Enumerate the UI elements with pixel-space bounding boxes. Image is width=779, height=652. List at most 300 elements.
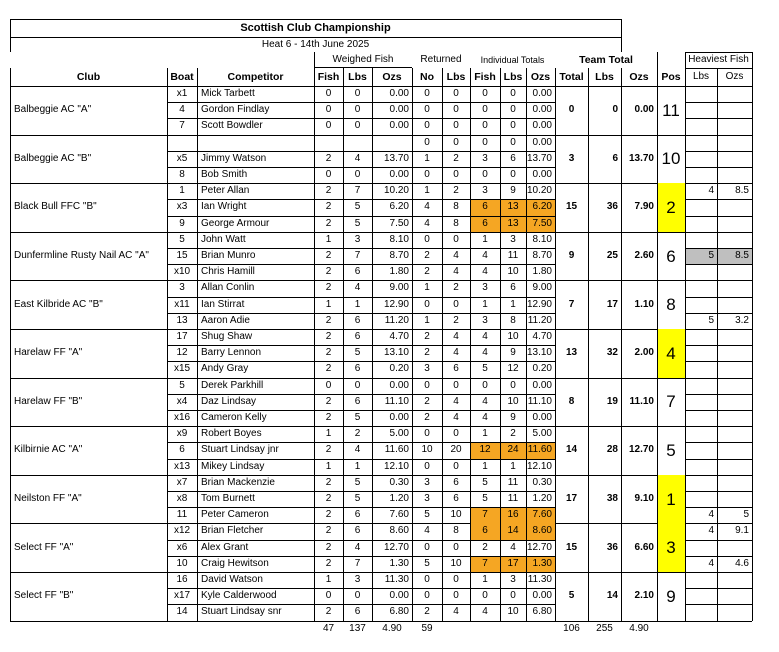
weighed-ozs-cell: 12.70 <box>383 541 409 553</box>
weighed-ozs-cell: 12.10 <box>383 460 409 472</box>
heaviest-ozs-cell: 9.1 <box>735 525 749 537</box>
individual-lbs-cell: 0 <box>510 88 516 100</box>
weighed-lbs-cell: 5 <box>354 347 361 359</box>
team-ozs-header: Ozs <box>629 70 649 83</box>
weighed-fish-cell: 0 <box>325 379 332 391</box>
individual-ozs-cell: 0.20 <box>532 363 552 375</box>
weighed-ozs-cell <box>372 135 412 151</box>
individual-ozs-cell: 0.00 <box>532 412 552 424</box>
heaviest-lbs-cell <box>685 151 717 167</box>
returned-lbs-cell: 8 <box>453 217 459 229</box>
team-ozs-cell: 12.70 <box>628 444 654 456</box>
competitor-cell: Chris Hamill <box>201 266 255 278</box>
heaviest-lbs-cell <box>685 588 717 604</box>
heaviest-ozs-cell <box>717 604 752 620</box>
weighed-lbs-cell: 4 <box>354 541 361 553</box>
grid-line <box>717 68 718 621</box>
individual-ozs-cell: 5.00 <box>532 428 552 440</box>
weighed-lbs-cell: 6 <box>354 525 361 537</box>
weighed-fish-cell: 0 <box>325 88 332 100</box>
individual-fish-cell: 0 <box>482 104 488 116</box>
heaviest-ozs-cell <box>717 232 752 248</box>
heaviest-lbs-cell: 4 <box>708 557 714 569</box>
heaviest-lbs-cell <box>685 426 717 442</box>
weighed-ozs-cell: 5.00 <box>389 428 409 440</box>
team-total-header: Total <box>559 70 584 83</box>
returned-lbs-cell: 2 <box>453 282 459 294</box>
weighed-ozs-cell: 0.00 <box>389 104 409 116</box>
club-name: Harelaw FF "A" <box>14 347 83 359</box>
competitor-cell: Craig Hewitson <box>201 557 269 569</box>
returned-lbs-cell: 0 <box>453 169 459 181</box>
returned-lbs-header: Lbs <box>446 70 466 83</box>
weighed-ozs-cell: 6.20 <box>389 201 409 213</box>
individual-lbs-cell: 1 <box>510 298 516 310</box>
individual-lbs-header: Lbs <box>503 70 523 83</box>
heaviest-ozs-cell: 4.6 <box>735 557 749 569</box>
grid-line <box>167 459 555 460</box>
boat-cell: 13 <box>176 314 188 326</box>
competitor-cell: Brian Munro <box>201 250 256 262</box>
total-t-total-cell: 106 <box>563 622 580 634</box>
competitor-cell: Ian Wright <box>201 201 247 213</box>
position-cell: 2 <box>657 183 685 232</box>
boat-cell: 4 <box>179 104 185 116</box>
boat-cell: 15 <box>176 250 188 262</box>
returned-lbs-cell: 0 <box>453 428 459 440</box>
heaviest-lbs-cell <box>685 280 717 296</box>
returned-no-cell: 1 <box>424 314 430 326</box>
club-name: Select FF "B" <box>14 590 74 602</box>
individual-ozs-header: Ozs <box>530 70 551 83</box>
boat-cell: x7 <box>176 476 188 488</box>
individual-fish-cell: 12 <box>470 442 500 458</box>
grid-line <box>685 604 752 605</box>
team-total-cell: 13 <box>565 347 578 359</box>
grid-line <box>588 68 589 621</box>
individual-fish-cell: 0 <box>482 136 488 148</box>
grid-line <box>167 345 555 346</box>
competitor-cell: Gordon Findlay <box>201 104 270 116</box>
boat-cell: x13 <box>173 460 191 472</box>
individual-lbs-cell: 6 <box>510 282 516 294</box>
individual-ozs-cell: 1.20 <box>532 493 552 505</box>
weighed-fish-cell: 2 <box>325 557 332 569</box>
grid-line <box>685 52 752 53</box>
individual-lbs-cell: 10 <box>507 606 519 618</box>
individual-lbs-cell: 0 <box>510 169 516 181</box>
weighed-ozs-cell: 7.60 <box>389 509 409 521</box>
weighed-lbs-cell: 0 <box>354 379 361 391</box>
weighed-lbs-cell: 5 <box>354 476 361 488</box>
heaviest-lbs-cell <box>685 361 717 377</box>
team-lbs-cell: 25 <box>606 250 618 262</box>
boat-cell: x6 <box>176 541 188 553</box>
returned-no-cell: 2 <box>424 266 430 278</box>
weighed-lbs-cell: 7 <box>354 250 361 262</box>
individual-fish-cell: 4 <box>482 347 488 359</box>
individual-lbs-cell: 8 <box>510 314 516 326</box>
returned-lbs-cell: 6 <box>453 493 459 505</box>
weighed-fish-cell: 2 <box>325 347 332 359</box>
individual-lbs-cell: 10 <box>507 395 519 407</box>
weighed-lbs-cell: 1 <box>354 460 361 472</box>
boat-cell: x15 <box>173 363 191 375</box>
heaviest-ozs-cell <box>717 475 752 491</box>
returned-no-cell: 3 <box>424 363 430 375</box>
weighed-fish-cell: 1 <box>325 574 332 586</box>
individual-ozs-cell: 0.00 <box>532 104 552 116</box>
team-lbs-cell: 0 <box>612 104 618 116</box>
individual-lbs-cell: 0 <box>510 120 516 132</box>
individual-fish-cell: 4 <box>482 331 488 343</box>
grid-line <box>167 102 555 103</box>
grid-line <box>167 297 555 298</box>
individual-ozs-cell: 8.10 <box>532 233 552 245</box>
competitor-cell: Scott Bowdler <box>201 120 263 132</box>
heaviest-lbs-cell <box>685 572 717 588</box>
individual-ozs-cell: 9.00 <box>532 282 552 294</box>
grid-line <box>685 410 752 411</box>
team-total-cell: 3 <box>568 152 575 164</box>
individual-lbs-cell: 12 <box>507 363 519 375</box>
weighed-fish-cell: 2 <box>325 363 332 375</box>
weighed-ozs-cell: 0.00 <box>389 120 409 132</box>
position-cell: 6 <box>666 246 676 266</box>
individual-ozs-cell: 0.30 <box>532 476 552 488</box>
individual-lbs-cell: 0 <box>510 590 516 602</box>
weighed-fish-cell: 0 <box>325 104 332 116</box>
heaviest-lbs-cell <box>685 475 717 491</box>
weighed-ozs-cell: 9.00 <box>389 282 409 294</box>
heaviest-ozs-cell <box>717 280 752 296</box>
club-name: East Kilbride AC "B" <box>14 298 103 310</box>
weighed-ozs-cell: 0.00 <box>389 412 409 424</box>
competitor-cell: Barry Lennon <box>201 347 262 359</box>
weighed-lbs-cell: 0 <box>354 88 361 100</box>
weighed-lbs-cell: 6 <box>354 395 361 407</box>
grid-line <box>685 394 752 395</box>
returned-lbs-cell: 2 <box>453 152 459 164</box>
individual-ozs-cell: 12.10 <box>526 460 552 472</box>
heaviest-ozs-cell: 5 <box>743 509 749 521</box>
returned-no-cell: 2 <box>424 250 430 262</box>
individual-lbs-cell: 3 <box>510 233 516 245</box>
individual-ozs-cell: 7.50 <box>526 216 555 232</box>
individual-ozs-cell: 13.10 <box>526 347 552 359</box>
weighed-lbs-cell: 7 <box>354 557 361 569</box>
grid-line <box>10 37 621 38</box>
competitor-cell: Kyle Calderwood <box>201 590 277 602</box>
individual-ozs-cell: 0.00 <box>532 379 552 391</box>
grid-line <box>685 151 752 152</box>
individual-lbs-cell: 16 <box>500 507 526 523</box>
individual-fish-cell: 3 <box>482 282 488 294</box>
grid-line <box>167 540 555 541</box>
position-cell: 9 <box>666 586 676 606</box>
weighed-ozs-cell: 11.10 <box>384 395 409 407</box>
grid-line <box>167 394 555 395</box>
weighed-lbs-cell: 6 <box>354 266 361 278</box>
weighed-lbs-cell: 4 <box>354 282 361 294</box>
sheet-subtitle: Heat 6 - 14th June 2025 <box>261 38 370 50</box>
grid-line <box>10 19 11 52</box>
weighed-lbs-cell: 3 <box>354 233 361 245</box>
individual-fish-cell: 1 <box>482 460 488 472</box>
weighed-fish-cell: 1 <box>325 428 332 440</box>
position-cell: 7 <box>666 392 676 412</box>
boat-cell: 11 <box>176 509 188 521</box>
weighed-fish-cell: 2 <box>325 201 332 213</box>
competitor-cell: Stuart Lindsay snr <box>201 606 282 618</box>
boat-header: Boat <box>170 70 194 83</box>
returned-no-cell: 0 <box>424 88 430 100</box>
individual-lbs-cell: 11 <box>507 250 519 262</box>
weighed-ozs-cell: 1.20 <box>389 493 409 505</box>
boat-cell: x1 <box>176 88 188 100</box>
returned-no-cell: 5 <box>424 557 430 569</box>
grid-line <box>10 86 685 87</box>
individual-ozs-cell: 11.30 <box>527 574 552 586</box>
heaviest-ozs-cell <box>717 264 752 280</box>
team-total-cell: 14 <box>565 444 578 456</box>
returned-lbs-cell: 0 <box>453 104 459 116</box>
heaviest-ozs-cell <box>717 572 752 588</box>
grid-line <box>167 361 555 362</box>
grid-line <box>10 68 11 621</box>
heaviest-lbs-cell <box>685 232 717 248</box>
competitor-cell: Bob Smith <box>201 169 248 181</box>
competitor-cell: Alex Grant <box>201 541 249 553</box>
weighed-lbs-cell: 0 <box>354 590 361 602</box>
heaviest-lbs-cell <box>685 86 717 102</box>
individual-ozs-cell: 11.60 <box>526 442 555 458</box>
group-team-header: Team Total <box>579 53 633 66</box>
team-lbs-cell: 36 <box>606 541 618 553</box>
individual-ozs-cell: 11.20 <box>527 314 552 326</box>
individual-ozs-cell: 11.10 <box>527 395 552 407</box>
boat-cell: 1 <box>179 185 185 197</box>
individual-fish-cell: 6 <box>470 199 500 215</box>
boat-cell: x3 <box>176 201 188 213</box>
club-name: Balbeggie AC "A" <box>14 104 92 116</box>
grid-line <box>167 167 555 168</box>
club-name: Neilston FF "A" <box>14 493 82 505</box>
returned-lbs-cell: 0 <box>453 298 459 310</box>
returned-no-cell: 0 <box>424 233 430 245</box>
position-cell: 10 <box>661 149 681 169</box>
heaviest-ozs-cell <box>717 378 752 394</box>
individual-fish-cell: 0 <box>482 590 488 602</box>
weighed-ozs-cell: 12.90 <box>383 298 409 310</box>
heaviest-lbs-cell: 5 <box>685 248 717 264</box>
individual-ozs-cell: 1.30 <box>526 556 555 572</box>
individual-ozs-cell: 1.80 <box>532 266 552 278</box>
total-r-no-cell: 59 <box>421 622 433 634</box>
team-total-cell: 17 <box>565 493 578 505</box>
heaviest-ozs-cell <box>717 540 752 556</box>
returned-no-cell: 0 <box>424 379 430 391</box>
grid-line <box>500 68 501 621</box>
weighed-fish-cell: 2 <box>325 476 332 488</box>
individual-lbs-cell: 17 <box>500 556 526 572</box>
competitor-cell: Mikey Lindsay <box>201 460 265 472</box>
weighed-ozs-cell: 0.00 <box>389 88 409 100</box>
heaviest-ozs-cell <box>717 118 752 134</box>
individual-fish-cell: 1 <box>482 298 488 310</box>
position-header: Pos <box>661 70 681 83</box>
team-ozs-cell: 6.60 <box>634 541 654 553</box>
grid-line <box>685 507 752 508</box>
team-total-cell: 15 <box>565 201 578 213</box>
club-header: Club <box>76 70 101 83</box>
heaviest-lbs-cell: 4 <box>708 525 714 537</box>
weighed-lbs-cell: 0 <box>354 120 361 132</box>
competitor-header: Competitor <box>227 70 284 83</box>
returned-lbs-cell: 0 <box>453 460 459 472</box>
boat-cell: 5 <box>179 233 185 245</box>
weighed-ozs-cell: 6.80 <box>389 606 409 618</box>
grid-line <box>167 199 555 200</box>
individual-fish-cell: 7 <box>470 507 500 523</box>
individual-fish-cell: 6 <box>470 523 500 539</box>
individual-ozs-cell: 12.90 <box>526 298 552 310</box>
weighed-fish-cell: 0 <box>325 120 332 132</box>
team-lbs-cell: 6 <box>612 152 618 164</box>
returned-lbs-cell: 4 <box>453 347 459 359</box>
returned-lbs-cell: 0 <box>453 88 459 100</box>
individual-fish-cell: 5 <box>482 476 488 488</box>
competitor-cell: Mick Tarbett <box>201 88 255 100</box>
heaviest-lbs-header: Lbs <box>692 71 710 82</box>
individual-fish-cell: 0 <box>482 120 488 132</box>
weighed-fish-cell: 2 <box>325 493 332 505</box>
heaviest-lbs-cell <box>685 442 717 458</box>
competitor-cell: Brian Fletcher <box>201 525 264 537</box>
returned-no-cell: 0 <box>424 460 430 472</box>
returned-no-cell: 0 <box>424 169 430 181</box>
competitor-cell: David Watson <box>201 574 263 586</box>
individual-fish-cell: 1 <box>482 428 488 440</box>
grid-line <box>167 507 555 508</box>
returned-no-cell: 4 <box>424 201 430 213</box>
weighed-ozs-cell: 7.50 <box>389 217 409 229</box>
weighed-fish-cell: 2 <box>325 606 332 618</box>
grid-line <box>685 556 752 557</box>
weighed-fish-cell: 2 <box>325 152 332 164</box>
heaviest-lbs-cell <box>685 459 717 475</box>
individual-lbs-cell: 0 <box>510 136 516 148</box>
team-lbs-cell: 14 <box>606 590 618 602</box>
individual-fish-cell: 3 <box>482 314 488 326</box>
returned-no-cell: 0 <box>424 298 430 310</box>
team-ozs-cell: 7.90 <box>634 201 654 213</box>
returned-no-cell: 1 <box>424 152 430 164</box>
grid-line <box>685 540 752 541</box>
grid-line <box>685 118 752 119</box>
weighed-ozs-cell: 1.80 <box>389 266 409 278</box>
individual-ozs-cell: 8.70 <box>532 250 552 262</box>
individual-fish-cell: 4 <box>482 250 488 262</box>
returned-lbs-cell: 0 <box>453 379 459 391</box>
returned-no-cell: 0 <box>424 428 430 440</box>
heaviest-ozs-cell <box>717 426 752 442</box>
boat-cell: x9 <box>176 428 188 440</box>
heaviest-lbs-cell <box>685 297 717 313</box>
grid-line <box>685 86 752 87</box>
individual-fish-cell: 4 <box>482 395 488 407</box>
returned-lbs-cell: 4 <box>453 606 459 618</box>
boat-cell: 10 <box>176 557 188 569</box>
weighed-fish-cell: 2 <box>325 412 332 424</box>
club-name: Harelaw FF "B" <box>14 395 83 407</box>
individual-ozs-cell: 6.20 <box>526 199 555 215</box>
individual-lbs-cell: 1 <box>510 460 516 472</box>
heaviest-ozs-cell <box>717 459 752 475</box>
grid-line <box>442 68 443 621</box>
competitor-cell: Aaron Adie <box>201 314 250 326</box>
team-lbs-cell: 19 <box>606 395 618 407</box>
competitor-cell: Allan Conlin <box>201 282 255 294</box>
heaviest-lbs-cell <box>685 378 717 394</box>
weighed-lbs-cell: 0 <box>354 169 361 181</box>
heaviest-lbs-cell <box>685 329 717 345</box>
team-ozs-cell: 1.10 <box>634 298 654 310</box>
weighed-lbs-cell <box>343 135 372 151</box>
heaviest-ozs-cell <box>717 199 752 215</box>
weighed-ozs-cell: 0.00 <box>389 590 409 602</box>
weighed-fish-cell: 2 <box>325 250 332 262</box>
returned-no-cell: 2 <box>424 395 430 407</box>
heaviest-ozs-cell <box>717 410 752 426</box>
returned-no-cell: 2 <box>424 347 430 359</box>
grid-line <box>167 68 168 621</box>
weighed-fish-cell: 0 <box>325 590 332 602</box>
heaviest-lbs-cell: 5 <box>708 314 714 326</box>
weighed-lbs-cell: 2 <box>354 428 361 440</box>
returned-no-cell: 0 <box>424 574 430 586</box>
weighed-ozs-cell: 13.10 <box>383 347 409 359</box>
competitor-cell: Tom Burnett <box>201 493 255 505</box>
returned-lbs-cell: 10 <box>450 509 462 521</box>
individual-lbs-cell: 14 <box>500 523 526 539</box>
returned-lbs-cell: 4 <box>453 412 459 424</box>
grid-line <box>685 102 752 103</box>
grid-line <box>685 248 752 249</box>
position-cell: 3 <box>657 523 685 572</box>
individual-lbs-cell: 9 <box>510 347 516 359</box>
weighed-lbs-cell: 5 <box>354 201 361 213</box>
returned-lbs-cell: 0 <box>453 590 459 602</box>
heaviest-lbs-cell <box>685 345 717 361</box>
club-name: Select FF "A" <box>14 541 74 553</box>
returned-no-cell: 0 <box>424 104 430 116</box>
individual-fish-cell: 5 <box>482 493 488 505</box>
returned-no-cell: 0 <box>424 590 430 602</box>
weighed-fish-cell: 2 <box>325 314 332 326</box>
returned-no-cell: 10 <box>421 444 433 456</box>
heaviest-ozs-cell <box>717 102 752 118</box>
weighed-ozs-cell: 8.60 <box>389 525 409 537</box>
individual-fish-cell: 4 <box>482 606 488 618</box>
weighed-lbs-cell: 6 <box>354 363 361 375</box>
weighed-ozs-cell: 0.00 <box>389 169 409 181</box>
returned-lbs-cell: 8 <box>453 525 459 537</box>
weighed-lbs-cell: 7 <box>354 185 361 197</box>
weighed-lbs-cell: 6 <box>354 314 361 326</box>
boat-cell: 8 <box>179 169 185 181</box>
heaviest-lbs-cell <box>685 491 717 507</box>
